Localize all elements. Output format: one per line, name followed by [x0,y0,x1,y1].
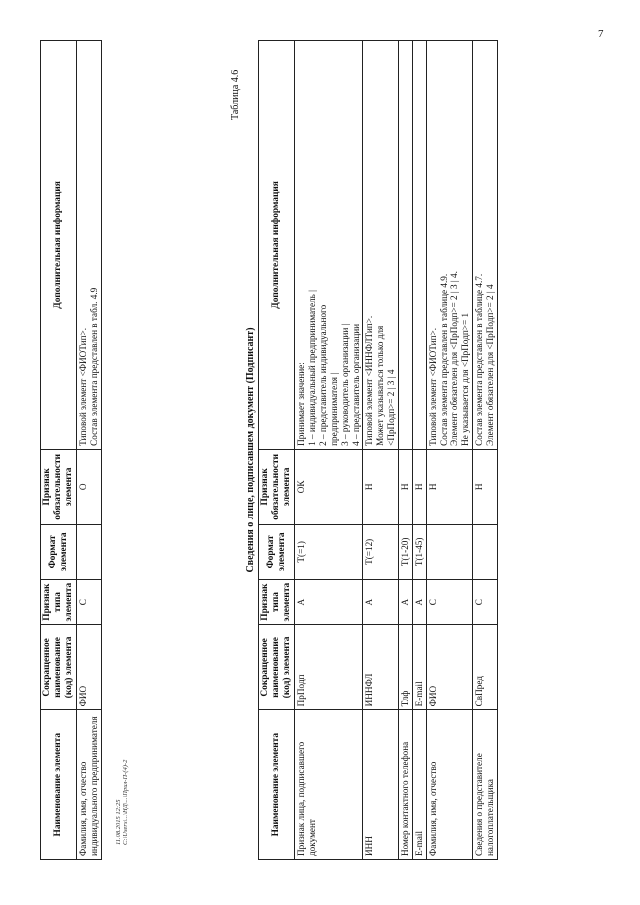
header-format: Формат элемента [259,524,295,579]
cell-required: О [77,449,102,524]
info-line: Состав элемента представлен в таблице 4.7. [474,273,485,446]
cell-format [426,524,472,579]
header-format: Формат элемента [41,524,77,579]
header-required: Признак обязательности элемента [41,449,77,524]
info-line: Не указывается для <ПрПодп>= 1 [460,312,471,446]
info-line: Состав элемента представлен в табл. 4.9 [89,287,100,446]
cell-info [399,41,413,450]
cell-type: А [412,579,426,625]
header-info: Дополнительная информация [259,41,295,450]
table-row [412,41,426,860]
footer-timestamp: 11.08.2015 12:25 [115,799,122,845]
cell-name: E-mail [412,710,426,860]
cell-type: А [399,579,413,625]
cell-code: Тлф [399,625,413,710]
cell-format: T(=1) [295,524,363,579]
cell-info [77,41,102,450]
table-row [473,41,498,860]
cell-info [426,41,472,450]
cell-format [77,524,102,579]
cell-name: Фамилия, имя, отчество [426,710,472,860]
info-line: 4 – представитель организации [350,323,361,446]
info-line: Состав элемента представлен в таблице 4.9. [438,273,449,446]
header-name: Наименование элемента [41,710,77,860]
info-line: Типовой элемент <ФИОТип>. [427,328,438,446]
cell-code: ФИО [77,625,102,710]
info-line: 2 – представитель индивидуального [318,304,328,446]
cell-info [295,41,363,450]
header-required: Признак обязательности элемента [259,449,295,524]
table-caption: Таблица 4.6 [230,69,241,120]
cell-name: Сведения о представителе налогоплательщика [473,710,498,860]
info-line: Может указываться только для [375,325,386,446]
table-signer [258,40,498,860]
cell-name: Номер контактного телефона [399,710,413,860]
cell-required: Н [363,449,399,524]
header-name: Наименование элемента [259,710,295,860]
cell-format: T(1-20) [399,524,413,579]
cell-name: Признак лица, подписавшего документ [295,710,363,860]
info-line: Элемент обязателен для <ПрПодп>= 2 | 3 | 4. [449,271,460,446]
info-line: Типовой элемент <ИННФЛТип>. [364,315,375,446]
rotated-content [40,40,610,860]
cell-name: ИНН [363,710,399,860]
page-number: 7 [598,28,604,40]
info-line: предпринимателя | [328,372,339,446]
cell-required: Н [426,449,472,524]
info-line: Типовой элемент <ФИОТип>. [78,328,89,446]
cell-required: ОК [295,449,363,524]
info-line: <ПрПодп>= 2 | 3 | 4 [386,369,397,446]
cell-required: Н [473,449,498,524]
cell-required: Н [399,449,413,524]
cell-format: T(=12) [363,524,399,579]
info-line: Элемент обязателен для <ПрПодп>= 2 | 4 [485,284,496,446]
cell-code: E-mail [412,625,426,710]
cell-type: А [363,579,399,625]
info-line: 3 – руководитель организации | [339,323,350,446]
cell-type: С [473,579,498,625]
cell-code: ФИО [426,625,472,710]
table-title: Сведения о лице, подписавшем документ (Подписант) [245,327,256,573]
cell-info [363,41,399,450]
cell-type: С [426,579,472,625]
cell-info [412,41,426,450]
table-row [77,41,102,860]
file-footer [115,760,129,845]
cell-format [473,524,498,579]
table-row [426,41,472,860]
table-row [295,41,363,860]
table-row [363,41,399,860]
cell-name: Фамилия, имя, отчество индивидуального предпринимателя [77,710,102,860]
info-line: Принимает значение: [296,362,307,446]
table-header-row [41,41,77,860]
cell-code: ИННФЛ [363,625,399,710]
header-type: Признак типа элемента [41,579,77,625]
table-continuation [40,40,102,860]
cell-code: СвПред [473,625,498,710]
cell-format: T(1-45) [412,524,426,579]
cell-info [473,41,498,450]
cell-type: С [77,579,102,625]
footer-path: C:\Users\...\НД\...\Прил-П-(4)-2 [122,759,129,845]
header-info: Дополнительная информация [41,41,77,450]
header-type: Признак типа элемента [259,579,295,625]
header-code: Сокращенное наименование (код) элемента [41,625,77,710]
info-line: 1 – индивидуальный предприниматель | [307,290,318,446]
table-row [399,41,413,860]
cell-required: Н [412,449,426,524]
header-code: Сокращенное наименование (код) элемента [259,625,295,710]
table-header-row [259,41,295,860]
cell-code: ПрПодп [295,625,363,710]
cell-type: А [295,579,363,625]
